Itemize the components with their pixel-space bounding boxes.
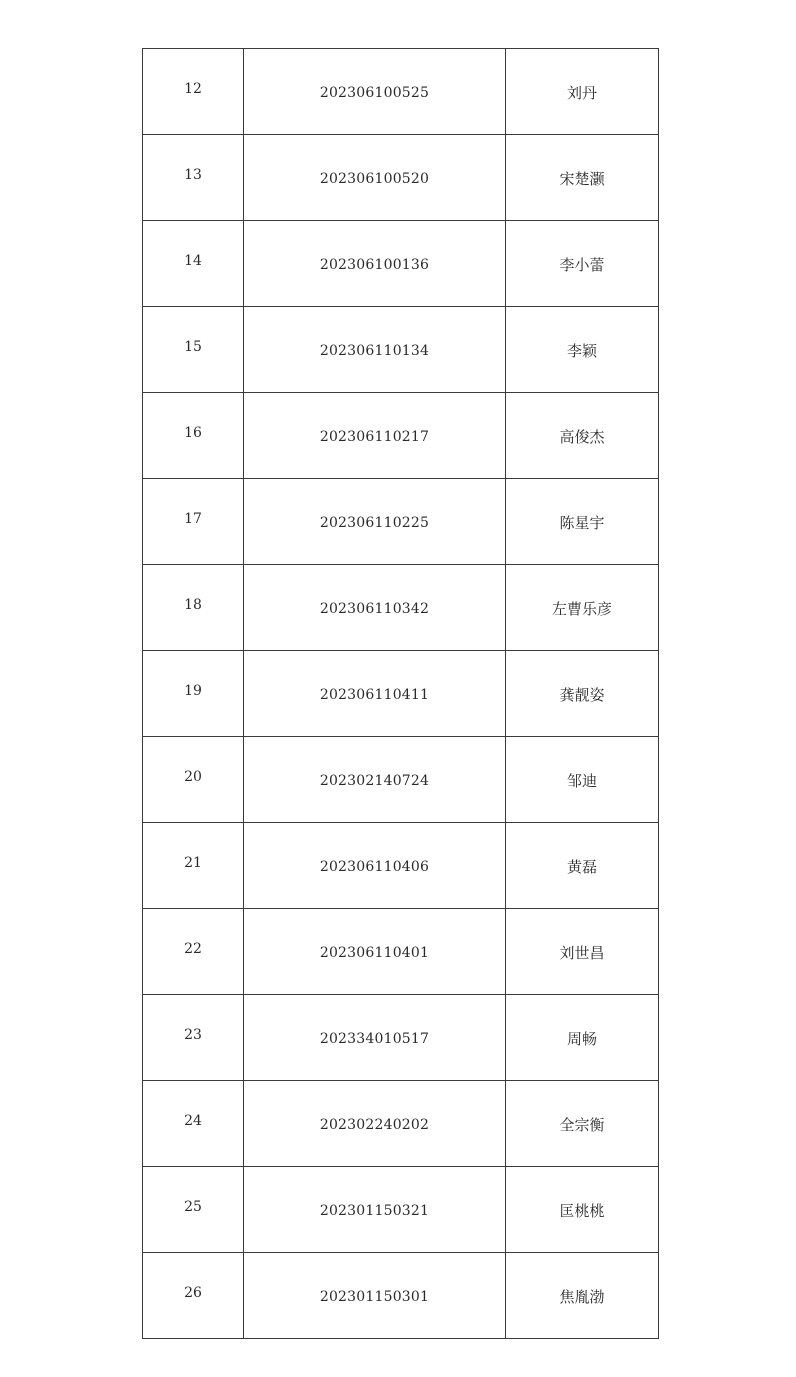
table-row: [143, 49, 659, 135]
student-id-cell: [244, 1253, 506, 1339]
row-number: 19: [184, 683, 202, 699]
student-id: 202306110217: [319, 428, 430, 445]
student-name: 刘世昌: [559, 944, 605, 962]
student-id-cell: [244, 393, 506, 479]
student-name: 宋楚灏: [559, 170, 605, 188]
student-id: 202301150301: [319, 1288, 430, 1305]
table-row: [143, 823, 659, 909]
student-name: 匡桃桃: [559, 1202, 605, 1220]
table-row: [143, 995, 659, 1081]
row-number-cell: [143, 1253, 244, 1339]
table-row: [143, 1167, 659, 1253]
student-id-cell: [244, 221, 506, 307]
student-name-cell: [506, 479, 659, 565]
student-id: 202306100136: [319, 256, 430, 273]
row-number: 13: [184, 167, 202, 183]
row-number-cell: [143, 909, 244, 995]
student-id: 202306100525: [319, 84, 430, 101]
student-name: 李颖: [566, 342, 597, 360]
student-id: 202306110342: [319, 600, 430, 617]
table-row: [143, 565, 659, 651]
student-name-cell: [506, 393, 659, 479]
student-name-cell: [506, 1167, 659, 1253]
table-row: [143, 1253, 659, 1339]
row-number-cell: [143, 49, 244, 135]
table-row: [143, 1081, 659, 1167]
student-id: 202306110406: [319, 858, 430, 875]
student-id: 202301150321: [319, 1202, 430, 1219]
student-id-cell: [244, 479, 506, 565]
student-name-cell: [506, 1081, 659, 1167]
row-number-cell: [143, 995, 244, 1081]
student-id: 202306110401: [319, 944, 430, 961]
student-id: 202302240202: [319, 1116, 430, 1133]
student-id: 202334010517: [319, 1030, 430, 1047]
student-name-cell: [506, 135, 659, 221]
student-name-cell: [506, 49, 659, 135]
row-number-cell: [143, 1081, 244, 1167]
row-number: 17: [184, 511, 202, 527]
row-number-cell: [143, 135, 244, 221]
student-name: 邹迪: [566, 772, 597, 790]
table-row: [143, 651, 659, 737]
student-id-cell: [244, 307, 506, 393]
row-number: 22: [184, 941, 202, 957]
student-id-cell: [244, 565, 506, 651]
table-row: [143, 479, 659, 565]
student-id-cell: [244, 823, 506, 909]
student-name-cell: [506, 1253, 659, 1339]
student-id-cell: [244, 135, 506, 221]
student-name-cell: [506, 823, 659, 909]
student-name: 陈星宇: [559, 514, 605, 532]
table-row: [143, 909, 659, 995]
student-name: 刘丹: [566, 84, 597, 102]
student-name-cell: [506, 307, 659, 393]
student-name: 龚靓姿: [559, 686, 605, 704]
row-number: 14: [184, 253, 202, 269]
row-number-cell: [143, 651, 244, 737]
student-id-cell: [244, 1167, 506, 1253]
student-id: 202302140724: [319, 772, 430, 789]
student-name: 李小蕾: [559, 256, 605, 274]
student-id-cell: [244, 49, 506, 135]
row-number-cell: [143, 307, 244, 393]
row-number: 24: [184, 1113, 202, 1129]
student-name-cell: [506, 221, 659, 307]
table-row: [143, 221, 659, 307]
row-number-cell: [143, 737, 244, 823]
table-row: [143, 307, 659, 393]
table-row: [143, 737, 659, 823]
student-id: 202306110134: [319, 342, 430, 359]
student-roster-table: [142, 48, 659, 1339]
student-id: 202306100520: [319, 170, 430, 187]
student-name-cell: [506, 995, 659, 1081]
row-number: 15: [184, 339, 202, 355]
row-number: 23: [184, 1027, 202, 1043]
student-name-cell: [506, 565, 659, 651]
student-name: 周畅: [566, 1030, 597, 1048]
student-name-cell: [506, 909, 659, 995]
student-name: 左曹乐彦: [551, 600, 612, 618]
row-number: 12: [184, 81, 202, 97]
student-id-cell: [244, 651, 506, 737]
row-number: 25: [184, 1199, 202, 1215]
row-number-cell: [143, 565, 244, 651]
row-number-cell: [143, 823, 244, 909]
student-id-cell: [244, 909, 506, 995]
row-number: 18: [184, 597, 202, 613]
student-name: 黄磊: [566, 858, 597, 876]
row-number: 20: [184, 769, 202, 785]
row-number: 16: [184, 425, 202, 441]
student-id: 202306110225: [319, 514, 430, 531]
student-name: 高俊杰: [559, 428, 605, 446]
row-number-cell: [143, 1167, 244, 1253]
student-name-cell: [506, 651, 659, 737]
row-number-cell: [143, 479, 244, 565]
student-id-cell: [244, 1081, 506, 1167]
table-row: [143, 393, 659, 479]
row-number-cell: [143, 393, 244, 479]
row-number-cell: [143, 221, 244, 307]
row-number: 21: [184, 855, 202, 871]
row-number: 26: [184, 1285, 202, 1301]
student-name: 焦胤渤: [559, 1288, 605, 1306]
student-id-cell: [244, 737, 506, 823]
table-row: [143, 135, 659, 221]
student-id-cell: [244, 995, 506, 1081]
student-name-cell: [506, 737, 659, 823]
student-name: 全宗衡: [559, 1116, 605, 1134]
student-id: 202306110411: [319, 686, 430, 703]
